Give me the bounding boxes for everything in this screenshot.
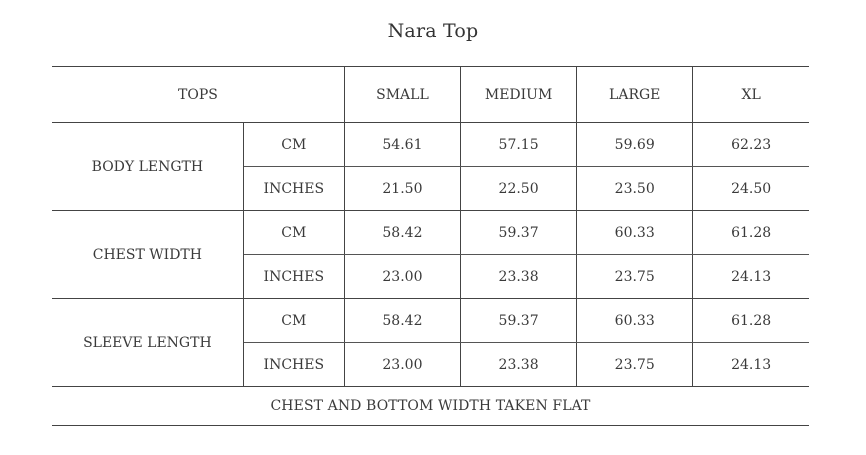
value-cell: 23.00 [344,343,460,387]
size-chart-table [52,66,809,426]
value-cell: 60.33 [577,299,693,343]
value-cell: 58.42 [344,211,460,255]
table-header-row [52,67,809,123]
value-cell: 57.15 [461,123,577,167]
value-cell: 58.42 [344,299,460,343]
size-header-small: SMALL [344,67,460,123]
value-cell: 23.38 [461,343,577,387]
measure-label-sleeve-length: SLEEVE LENGTH [52,299,243,387]
value-cell: 23.38 [461,255,577,299]
unit-label-cm: CM [243,123,344,167]
value-cell: 23.50 [577,167,693,211]
value-cell: 54.61 [344,123,460,167]
size-header-medium: MEDIUM [461,67,577,123]
value-cell: 59.69 [577,123,693,167]
value-cell: 23.75 [577,343,693,387]
value-cell: 59.37 [461,299,577,343]
value-cell: 60.33 [577,211,693,255]
value-cell: 21.50 [344,167,460,211]
value-cell: 23.00 [344,255,460,299]
unit-label-inches: INCHES [243,167,344,211]
table-row [52,299,809,343]
page-title: Nara Top [387,20,479,42]
unit-label-cm: CM [243,211,344,255]
value-cell: 23.75 [577,255,693,299]
measure-label-chest-width: CHEST WIDTH [52,211,243,299]
table-row [52,123,809,167]
value-cell: 22.50 [461,167,577,211]
tops-header: TOPS [52,67,344,123]
value-cell: 24.13 [693,255,809,299]
size-header-xl: XL [693,67,809,123]
size-header-large: LARGE [577,67,693,123]
value-cell: 24.13 [693,343,809,387]
value-cell: 61.28 [693,211,809,255]
value-cell: 61.28 [693,299,809,343]
value-cell: 59.37 [461,211,577,255]
table-row [52,211,809,255]
unit-label-cm: CM [243,299,344,343]
value-cell: 62.23 [693,123,809,167]
footer-row [52,387,809,426]
value-cell: 24.50 [693,167,809,211]
unit-label-inches: INCHES [243,255,344,299]
footer-note: CHEST AND BOTTOM WIDTH TAKEN FLAT [52,387,809,426]
unit-label-inches: INCHES [243,343,344,387]
measure-label-body-length: BODY LENGTH [52,123,243,211]
